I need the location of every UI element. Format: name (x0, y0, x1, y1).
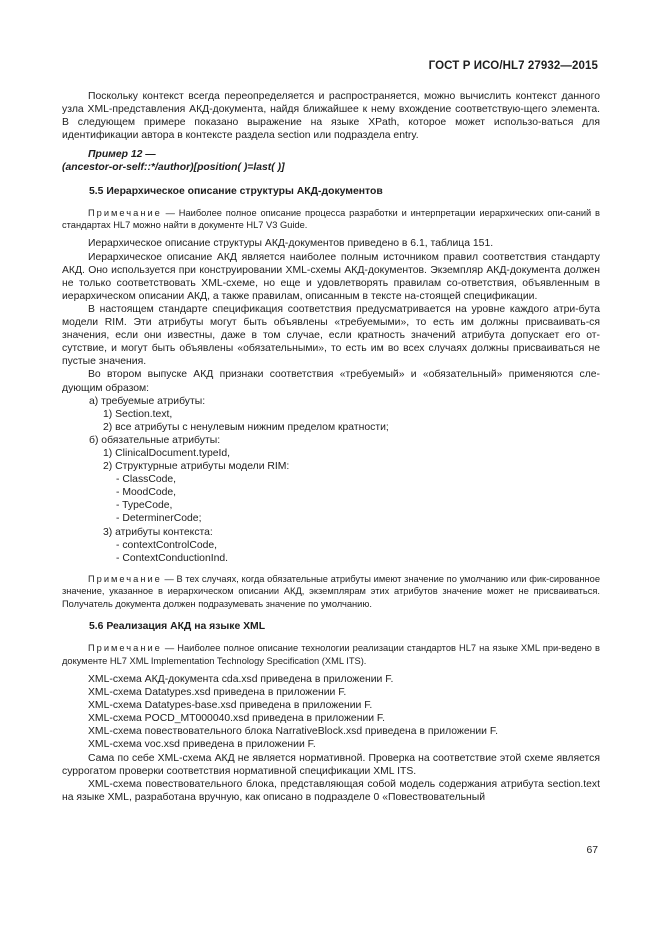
list-item: - TypeCode, (116, 500, 173, 512)
paragraph: Иерархическое описание АКД является наиболее полным источником правил соответствия стандарту АКД. Оно используется при конструировании XML-схемы АКД-документов. Экземпляр АКД-документа должен не только соответствовать XML-схеме, но еще и удовлетворять правилам со-ответствия, объявленным в иерархическом описании АКД, а также правилам, описанным в тексте на-стоящей спецификации. (62, 251, 600, 302)
schema-line: XML-схема voc.xsd приведена в приложении F. (88, 739, 316, 751)
list-item: б) обязательные атрибуты: (89, 434, 221, 446)
example-label: Пример 12 — (88, 149, 156, 161)
list-item: - DeterminerCode; (116, 513, 202, 525)
note-text: — Наиболее полное описание технологии реализации стандартов HL7 на языке XML при-ведено в документе HL7 XML Implementation Technology Specification (XML ITS). (62, 643, 600, 666)
list-item: а) требуемые атрибуты: (89, 395, 206, 407)
paragraph: В настоящем стандарте спецификация соответствия предусматривается на уровне каждого атри-бута модели RIM. Эти атрибуты могут быть объявлены «требуемыми», то есть им должны присваивать-ся значения, если они известны, даже в том случае, если кратность значений атрибута допускает его от-сутствие, и могут быть объявлены «обязательными», то есть им во всех случаях должны присваиваться не пустые значения. (62, 303, 600, 368)
note-text: — Наиболее полное описание процесса разработки и интерпретации иерархических опи-саний в стандартах HL7 можно найти в документе HL7 V3 Guide. (62, 207, 600, 231)
schema-line: XML-схема АКД-документа cda.xsd приведена в приложении F. (88, 673, 394, 685)
list-item: 2) все атрибуты с ненулевым нижним пределом кратности; (103, 421, 389, 433)
list-item: 1) Section.text, (103, 408, 173, 420)
schema-line: XML-схема повествовательного блока NarrativeBlock.xsd приведена в приложении F. (88, 726, 498, 738)
list-item: 1) ClinicalDocument.typeId, (103, 447, 231, 459)
standard-header: ГОСТ Р ИСО/HL7 27932—2015 (428, 60, 598, 72)
list-item: - ClassCode, (116, 474, 177, 486)
list-item: 3) атрибуты контекста: (103, 526, 213, 538)
note-5-5-defaults (62, 573, 600, 610)
page-number: 67 (586, 845, 598, 856)
intro-paragraph: Поскольку контекст всегда переопределяется и распространяется, можно вычислить контекст данного узла XML-представления АКД-документа, найдя ближайшее к нему вхождение соответствую-щего элемента. В следующем примере показано выражение на языке XPath, которое может использо-ваться для идентификации автора в контексте раздела section или подраздела entry. (62, 91, 600, 142)
paragraph: Во втором выпуске АКД признаки соответствия «требуемый» и «обязательный» применяются сле-дующим образом: (62, 369, 600, 394)
note-label: Примечание (88, 207, 162, 218)
list-item: 2) Структурные атрибуты модели RIM: (103, 461, 290, 473)
schema-line: XML-схема POCD_MT000040.xsd приведена в приложении F. (88, 713, 386, 725)
note-5-5 (62, 207, 600, 232)
paragraph: Иерархическое описание структуры АКД-документов приведено в 6.1, таблица 151. (88, 238, 494, 250)
note-label: Примечание (88, 573, 162, 584)
note-label: Примечание (88, 643, 162, 654)
schema-line: XML-схема Datatypes.xsd приведена в приложении F. (88, 687, 347, 699)
page-content (62, 90, 600, 804)
list-item: - MoodCode, (116, 487, 177, 499)
paragraph: XML-схема повествовательного блока, представляющая собой модель содержания атрибута section.text на языке XML, разработана вручную, как описано в подразделе 0 «Повествовательный (62, 778, 600, 803)
list-item: - ContextConductionInd. (116, 552, 229, 564)
note-5-6 (62, 642, 600, 667)
note-text: — В тех случаях, когда обязательные атрибуты имеют значение по умолчанию или фик-сированное значение, указанное в иерархическом описании АКД, экземплярам этих атрибутов значение может не присваиваться. Получатель документа должен подразумевать значение по умолчанию. (62, 573, 600, 609)
schema-line: XML-схема Datatypes-base.xsd приведена в приложении F. (88, 700, 373, 712)
example-code: (ancestor-or-self::*/author)[position( )=last( )] (62, 162, 285, 174)
section-5-5-heading: 5.5 Иерархическое описание структуры АКД-документов (89, 185, 383, 197)
section-5-6-heading: 5.6 Реализация АКД на языке XML (89, 621, 266, 633)
list-item: - contextControlCode, (116, 539, 218, 551)
paragraph: Сама по себе XML-схема АКД не является нормативной. Проверка на соответствие этой схеме является суррогатом проверки соответствия нормативной спецификации XML ITS. (62, 752, 600, 777)
